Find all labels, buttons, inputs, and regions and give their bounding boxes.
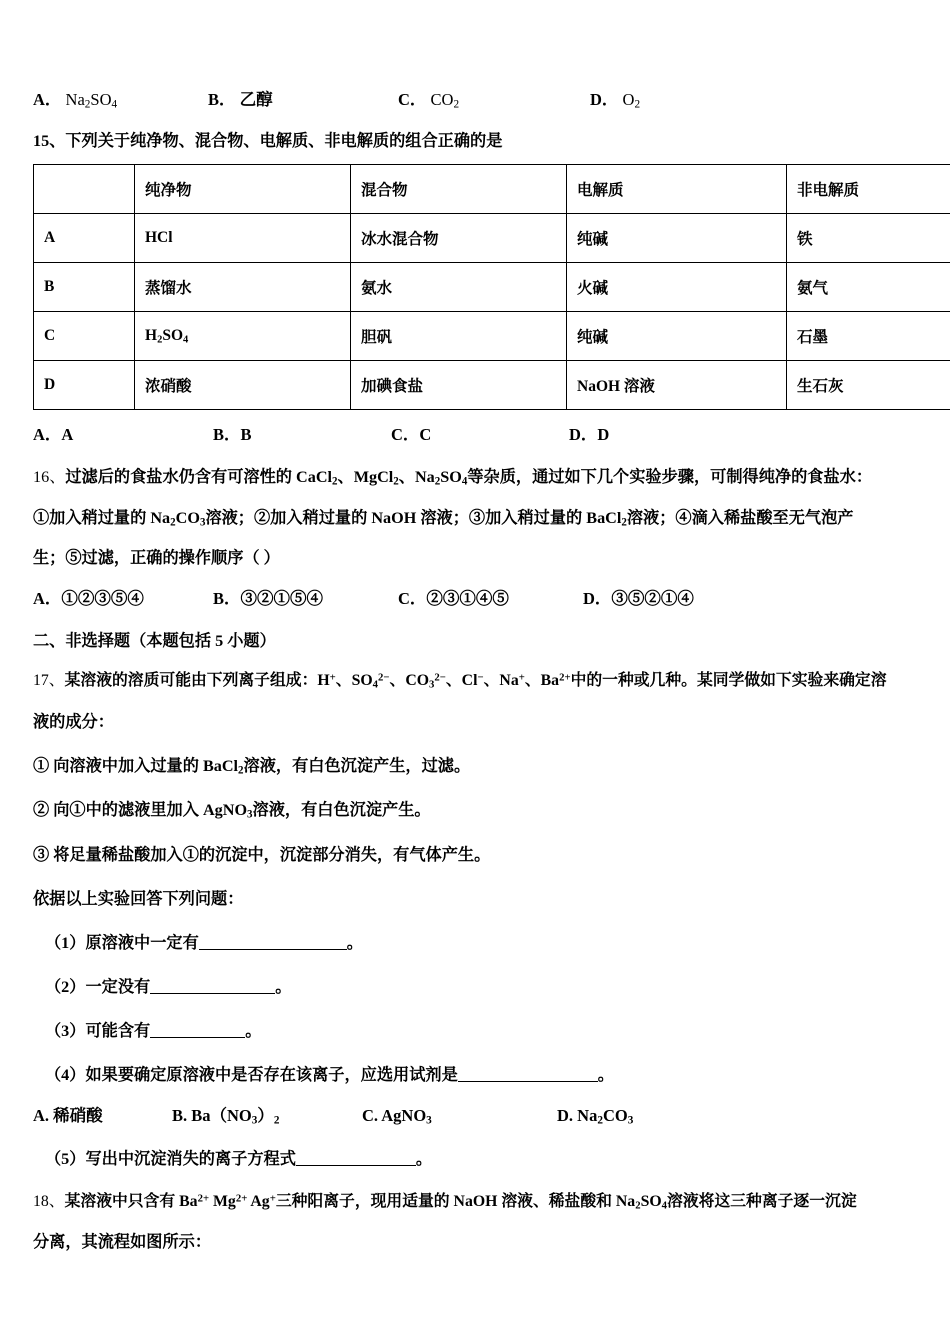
q16-stem-part3: 、Na [398,468,435,487]
q17-sub2-period: 。 [275,977,292,996]
table-header-row [34,165,950,214]
q18-stem-part1: 某溶液中只含有 Ba [64,1192,198,1210]
q18-stem-part6: 溶液将这三种离子逐一沉淀 [667,1192,857,1210]
q17-step1-part1: ① 向溶液中加入过量的 BaCl [33,756,239,775]
section2-heading: 二、非选择题（本题包括 5 小题） [33,632,276,651]
cell-mixture: 氨水 [351,263,567,312]
q18-number: 18、 [33,1192,65,1210]
q17-sub5-answer-blank[interactable] [296,1165,416,1166]
q17-reagent-option-b-label: B. Ba [172,1105,211,1125]
q16-stem-line2: ①加入稍过量的 $Na_2CO_3$溶液；②加入稍过量的 NaOH 溶液；③加入稍过量的 BaCl$_2$溶液；④滴入稀盐酸至无气泡产 [33,508,854,529]
cell-pure: 浓硝酸 [135,361,351,410]
q17-reagent-option-c-label: C. AgNO [362,1105,427,1125]
cell-electrolyte: NaOH 溶液 [567,361,787,410]
q17-sub4 [33,1061,919,1085]
q17-prompt: 依据以上实验回答下列问题： [33,889,244,908]
q14-options-row [33,86,919,110]
q15-option-c[interactable]: C．C [391,425,432,445]
q17-reagent-option-a[interactable]: A. 稀硝酸 [33,1105,103,1125]
q18-stem-part2: Mg [209,1192,236,1210]
table-row [34,361,950,410]
q17-step2-part1: ② 向①中的滤液里加入 AgNO [33,801,248,820]
q16-option-a[interactable]: A．①②③⑤④ [33,589,144,609]
q17-reagent-options-row [33,1102,919,1126]
cell-mixture: 加碘食盐 [351,361,567,410]
q17-stem-part4: 、Cl [445,672,478,690]
q17-sub1-text: （1）原溶液中一定有 [45,933,199,952]
q18-stem-line2: 分离，其流程如图所示： [33,1233,212,1252]
q14-option-c-text: $CO_2$ [430,90,460,111]
header-cell-mixture: 混合物 [351,165,567,214]
cell-electrolyte: 火碱 [567,263,787,312]
q17-sub3-period: 。 [245,1021,262,1040]
q16-stem-part2: 、MgCl [337,468,394,487]
cell-electrolyte: 纯碱 [567,214,787,263]
header-cell-pure: 纯净物 [135,165,351,214]
q17-stem-part2: 、SO [335,672,373,690]
q17-stem-line1: 17、某溶液的溶质可能由下列离子组成：H+、$SO_4^{2-}$、$CO_3^{2-}$、Cl−、Na+、$Ba^{2+}$中的一种或几种。某同学做如下实验来确定溶 [33,671,887,691]
header-cell-electrolyte: 电解质 [567,165,787,214]
table-row [34,263,950,312]
q14-option-a[interactable] [33,86,208,110]
cell-nonelectrolyte: 氨气 [787,263,950,312]
q16-number: 16、 [33,468,66,487]
q15-option-a[interactable]: A．A [33,425,74,445]
table-row [34,312,950,361]
q17-reagent-option-d-mid: CO [602,1105,628,1125]
cell-nonelectrolyte: 石墨 [787,312,950,361]
q18-stem-line1: 18、某溶液中只含有 $Ba^{2+}$ $Mg^{2+}$ Ag+三种阳离子，现用适量的 NaOH 溶液、稀盐酸和 $Na_2SO_4$溶液将这三种离子逐一沉淀 [33,1192,857,1212]
q14-option-c-label: C． [398,90,427,109]
cell-mixture: 冰水混合物 [351,214,567,263]
q17-step1-part2: 溶液，有白色沉淀产生，过滤。 [243,756,471,775]
cell-pure: $H_2SO_4$ [135,312,351,361]
q17-sub5-period: 。 [415,1149,433,1168]
row-key: A [34,214,135,263]
q16-option-c[interactable]: C．②③①④⑤ [398,589,509,609]
header-cell-nonelectrolyte: 非电解质 [787,165,950,214]
q17-step2: ② 向①中的滤液里加入 AgNO$_3$溶液，有白色沉淀产生。 [33,801,431,821]
q17-step2-part2: 溶液，有白色沉淀产生。 [252,801,431,820]
table-row [34,214,950,263]
q16-option-b[interactable]: B．③②①⑤④ [213,589,324,609]
row-key: C [34,312,135,361]
q17-sub1-answer-blank[interactable] [199,949,347,950]
q17-stem-part6: 、Ba [524,672,560,690]
q14-option-a-label: A． [33,90,62,109]
q17-stem-line2: 液的成分： [33,712,114,731]
cell-nonelectrolyte: 铁 [787,214,950,263]
cell-nonelectrolyte: 生石灰 [787,361,950,410]
q17-reagent-option-d-label: D. Na [557,1105,598,1125]
row-key: B [34,263,135,312]
q15-stem: 15、下列关于纯净物、混合物、电解质、非电解质的组合正确的是 [33,132,503,151]
header-cell-blank [34,165,135,214]
q15-option-d[interactable]: D．D [569,425,610,445]
q14-option-b-label: B． [208,90,236,109]
q17-sub1-period: 。 [346,933,363,952]
q14-option-b-text: 乙醇 [239,90,273,109]
q17-sub1 [33,929,919,953]
q16-stem-part4: SO [440,468,462,487]
q17-reagent-option-d-sub2: 3 [627,1113,634,1126]
q17-sub4-answer-blank[interactable] [458,1081,598,1082]
q16-options-row [33,585,919,609]
q14-option-d[interactable] [590,86,640,110]
q14-option-c[interactable] [398,86,590,110]
q16-step-part1: ①加入稍过量的 Na [33,508,171,527]
q17-number: 17、 [33,672,65,690]
q14-option-a-text: $Na_2SO_4$ [65,90,118,111]
q17-reagent-option-d-sub1: 2 [597,1113,603,1126]
q16-step-part2: CO [175,508,200,527]
q17-sub4-period: 。 [597,1065,614,1084]
q17-stem-part5: 、Na [483,672,519,690]
cell-pure: HCl [135,214,351,263]
q17-sub5 [33,1145,919,1169]
q17-sub3 [33,1017,919,1041]
q17-stem-part7: 中的一种或几种。某同学做如下实验来确定溶 [570,672,887,690]
q17-sub4-text: （4）如果要确定原溶液中是否存在该离子，应选用试剂是 [45,1065,458,1084]
q17-sub2 [33,973,919,997]
q16-step-part3: 溶液；②加入稍过量的 NaOH 溶液；③加入稍过量的 BaCl [205,508,622,527]
cell-mixture: 胆矾 [351,312,567,361]
q18-stem-part3: Ag [247,1192,270,1210]
q17-reagent-option-c[interactable] [362,1106,557,1126]
cell-electrolyte: 纯碱 [567,312,787,361]
q15-options-row [33,421,919,445]
q17-sub3-text: （3）可能含有 [45,1021,151,1040]
q17-stem-part3: 、CO [389,672,430,690]
q15-option-b[interactable]: B．B [213,425,252,445]
q17-reagent-option-d[interactable] [557,1106,633,1126]
q17-step3: ③ 将足量稀盐酸加入①的沉淀中，沉淀部分消失，有气体产生。 [33,845,491,864]
q17-stem-part1: 某溶液的溶质可能由下列离子组成：H [64,672,330,690]
q17-sub2-answer-blank[interactable] [150,993,275,994]
q17-step1: ① 向溶液中加入过量的 BaCl$_2$溶液，有白色沉淀产生，过滤。 [33,756,471,777]
q17-sub3-answer-blank[interactable] [150,1037,245,1038]
q16-stem-part5: 等杂质，通过如下几个实验步骤，可制得纯净的食盐水： [467,468,873,487]
q17-sub2-text: （2）一定没有 [45,977,151,996]
row-key: D [34,361,135,410]
q16-stem-line3: 生；⑤过滤，正确的操作顺序（ ） [33,549,280,568]
q16-step-part4: 溶液；④滴入稀盐酸至无气泡产 [626,508,854,527]
q17-reagent-option-c-sub: 3 [426,1113,432,1126]
q17-sub5-text: （5）写出中沉淀消失的离子方程式 [45,1149,296,1168]
page-content [33,86,919,1252]
q16-option-d[interactable]: D．③⑤②①④ [583,589,694,609]
q18-stem-part4: 三种阳离子，现用适量的 NaOH 溶液、稀盐酸和 Na [275,1192,636,1210]
q16-stem-line1: 16、过滤后的食盐水仍含有可溶性的 CaCl$_2$、MgCl$_2$、$Na_2SO_4$等杂质，通过如下几个实验步骤，可制得纯净的食盐水： [33,468,873,488]
q15-comparison-table [33,164,950,410]
q14-option-d-label: D． [590,90,619,109]
q14-option-b[interactable] [208,86,398,110]
cell-pure: 蒸馏水 [135,263,351,312]
q18-stem-part5: SO [640,1192,662,1210]
q17-reagent-option-b[interactable]: B. $Ba(NO_3)_2$ [172,1105,280,1126]
q16-stem-part1: 过滤后的食盐水仍含有可溶性的 CaCl [65,468,333,487]
q14-option-d-text: $O_2$ [622,90,641,111]
